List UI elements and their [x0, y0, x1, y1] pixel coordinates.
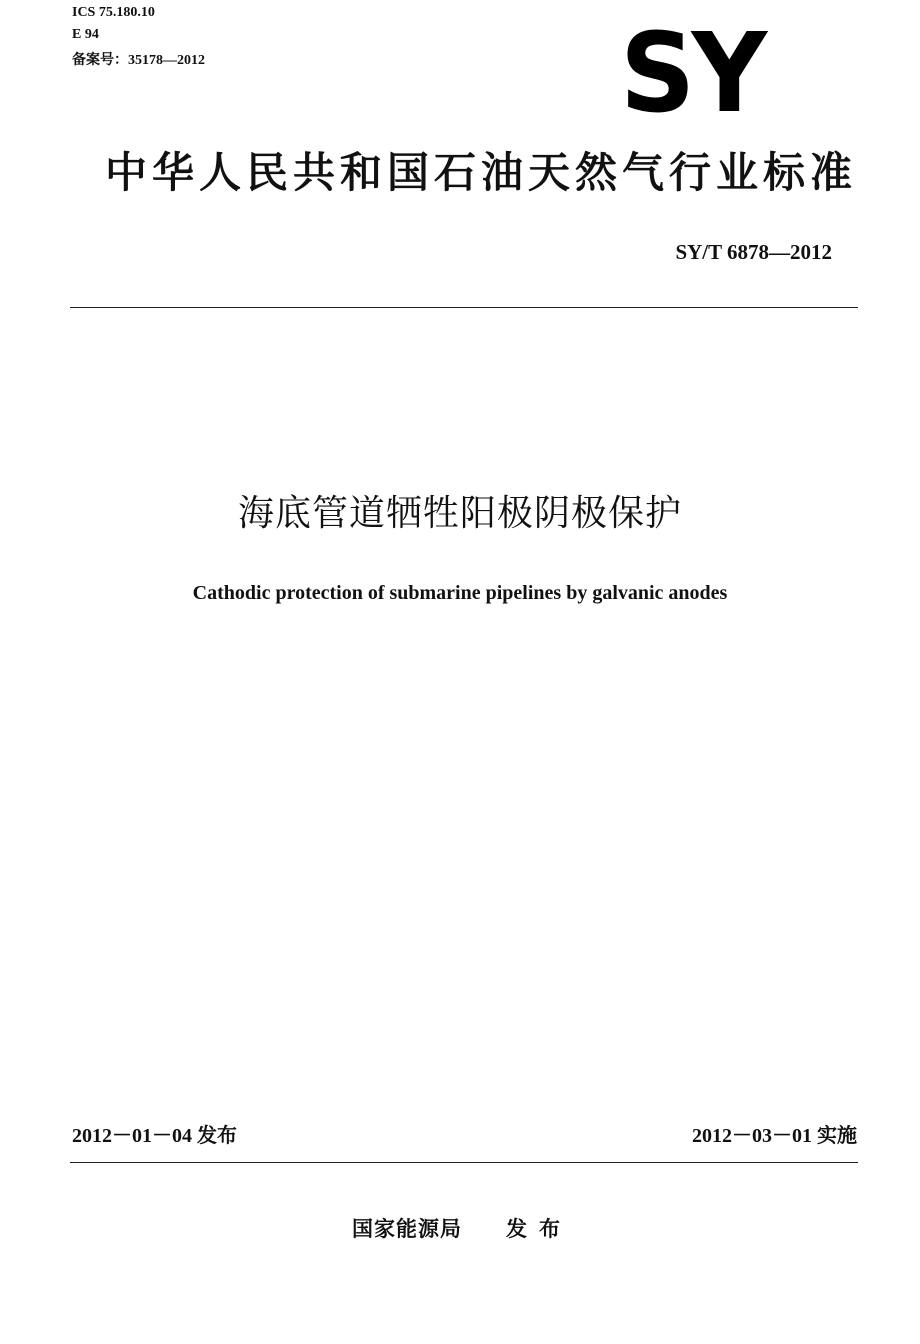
issue-date: 2012－01－04 发布	[72, 1125, 237, 1147]
ics-code: ICS 75.180.10	[72, 5, 155, 20]
publisher-name: 国家能源局	[352, 1217, 462, 1241]
industry-standard-title: 中华人民共和国石油天然气行业标准	[105, 148, 858, 197]
publisher-line	[352, 1215, 572, 1243]
bottom-divider	[70, 1162, 858, 1163]
top-divider	[70, 307, 858, 308]
classification-code: E 94	[72, 27, 99, 42]
document-title-chinese: 海底管道牺牲阳极阴极保护	[237, 493, 682, 534]
publisher-action: 发布	[506, 1217, 572, 1241]
document-title-english: Cathodic protection of submarine pipelines by galvanic anodes	[192, 582, 728, 604]
record-number: 备案号：35178—2012	[72, 53, 205, 68]
sy-logo: SY	[620, 9, 764, 137]
standard-number: SY/T 6878—2012	[675, 240, 832, 264]
implementation-date: 2012－03－01 实施	[692, 1125, 857, 1147]
